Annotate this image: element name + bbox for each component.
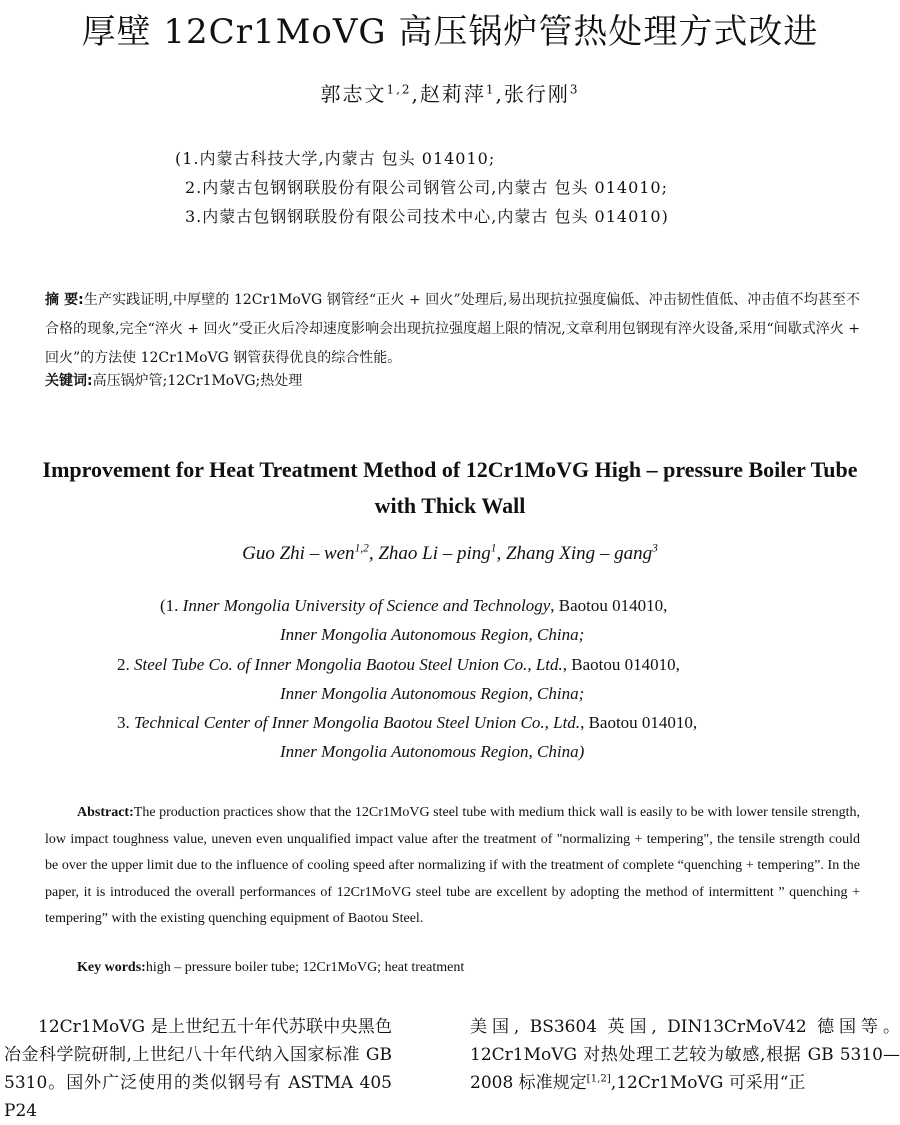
cn-title: 厚壁 12Cr1MoVG 高压锅炉管热处理方式改进 <box>81 12 819 52</box>
cn-keywords-text: 高压锅炉管;12Cr1MoVG;热处理 <box>92 373 303 389</box>
cn-affiliation-2: 2.内蒙古包钢钢联股份有限公司钢管公司,内蒙古 包头 014010; <box>185 178 668 197</box>
en-affiliation-1 <box>160 596 667 616</box>
en-abstract-text: The production practices show that the 12Cr1MoVG steel tube with medium thick wall is easily to be with lower tensile strength, low impact toughness value, uneven even unqualified impact value after the treatment of "normalizing + tempering", the tensile strength could be over the upper limit due to the influence of cooling speed after normalizing if with the treatment of complete “quenching + tempering”. In the paper, it is introduced the overall performances of 12Cr1MoVG steel tube are excellent by adopting the method of intermittent ” quenching + tempering” with the existing quenching equipment of Baotou Steel. <box>45 805 860 927</box>
en-affiliation-1-region <box>280 625 584 645</box>
cn-abstract <box>45 286 860 373</box>
cn-authors <box>0 78 900 107</box>
cn-author-2: ,赵莉萍 <box>411 82 486 106</box>
citation-ref: [1,2] <box>586 1073 611 1085</box>
en-affiliation-3-num: 3. <box>117 713 134 732</box>
en-author-1-sup: 1,2 <box>354 542 369 555</box>
cn-keywords-label: 关键词: <box>45 373 93 389</box>
en-keywords-text: high – pressure boiler tube; 12Cr1MoVG; heat treatment <box>145 960 465 975</box>
en-affiliation-3-line2: Inner Mongolia Autonomous Region, China) <box>280 742 585 761</box>
en-affiliation-1-tail: , Baotou 014010, <box>550 596 668 615</box>
en-affiliation-2 <box>117 655 680 675</box>
en-affiliation-3-region <box>280 742 584 762</box>
en-keywords <box>77 960 464 976</box>
cn-author-3: ,张行刚 <box>495 82 570 106</box>
cn-abstract-label: 摘 要: <box>45 292 84 308</box>
cn-author-3-sup: 3 <box>569 82 580 97</box>
body-column-left: 12Cr1MoVG 是上世纪五十年代苏联中央黑色冶金科学院研制,上世纪八十年代纳入国家标准 GB 5310。国外广泛使用的类似钢号有 ASTMA 405 P24 <box>4 1017 392 1121</box>
cn-author-1-sup: 1,2 <box>386 82 412 97</box>
en-affiliation-1-line1: Inner Mongolia University of Science and Technology <box>182 596 551 615</box>
en-affiliation-2-region <box>280 684 584 704</box>
en-affiliation-2-line1: Steel Tube Co. of Inner Mongolia Baotou Steel Union Co., Ltd. <box>134 655 563 674</box>
en-affiliation-2-line2: Inner Mongolia Autonomous Region, China; <box>280 684 585 703</box>
en-author-2: , Zhao Li – ping <box>368 543 491 564</box>
en-authors <box>0 543 900 565</box>
cn-author-2-sup: 1 <box>485 82 496 97</box>
en-abstract <box>45 800 860 933</box>
en-author-3: , Zhang Xing – gang <box>496 543 653 564</box>
en-affiliation-1-line2: Inner Mongolia Autonomous Region, China; <box>280 625 585 644</box>
en-affiliation-2-num: 2. <box>117 655 134 674</box>
en-keywords-label: Key words: <box>77 960 146 975</box>
body-column-right <box>470 1013 900 1097</box>
cn-author-1: 郭志文 <box>320 82 387 106</box>
en-affiliation-1-num: (1. <box>160 596 183 615</box>
body-right-text-1: 美国, BS3604 英国, DIN13CrMoV42 德国等。12Cr1MoVG 对热处理工艺较为敏感,根据 GB 5310—2008 标准规定 <box>470 1017 900 1093</box>
en-title: Improvement for Heat Treatment Method of 12Cr1MoVG High – pressure Boiler Tube with Thick Wall <box>42 457 858 518</box>
en-affiliation-3 <box>117 713 697 733</box>
cn-affiliation-1: (1.内蒙古科技大学,内蒙古 包头 014010; <box>175 149 496 168</box>
cn-affiliation-3: 3.内蒙古包钢钢联股份有限公司技术中心,内蒙古 包头 014010) <box>185 207 669 226</box>
cn-keywords <box>45 367 860 396</box>
en-affiliation-2-tail: , Baotou 014010, <box>562 655 680 674</box>
en-affiliation-3-tail: , Baotou 014010, <box>580 713 698 732</box>
en-author-3-sup: 3 <box>652 542 658 555</box>
en-author-2-sup: 1 <box>490 542 497 555</box>
en-author-1: Guo Zhi – wen <box>242 543 355 564</box>
body-right-text-2: ,12Cr1MoVG 可采用“正 <box>610 1073 806 1093</box>
cn-abstract-text: 生产实践证明,中厚壁的 12Cr1MoVG 钢管经“正火 + 回火”处理后,易出现抗拉强度偏低、冲击韧性值低、冲击值不均甚至不合格的现象,完全“淬火 + 回火”受正火后冷却速度影响会出现抗拉强度超上限的情况,文章利用包钢现有淬火设备,采用“间歇式淬火 + 回火”的方法使 12Cr1MoVG 钢管获得优良的综合性能。 <box>45 292 860 366</box>
en-abstract-label: Abstract: <box>77 805 134 820</box>
en-affiliation-3-line1: Technical Center of Inner Mongolia Baotou Steel Union Co., Ltd. <box>134 713 581 732</box>
